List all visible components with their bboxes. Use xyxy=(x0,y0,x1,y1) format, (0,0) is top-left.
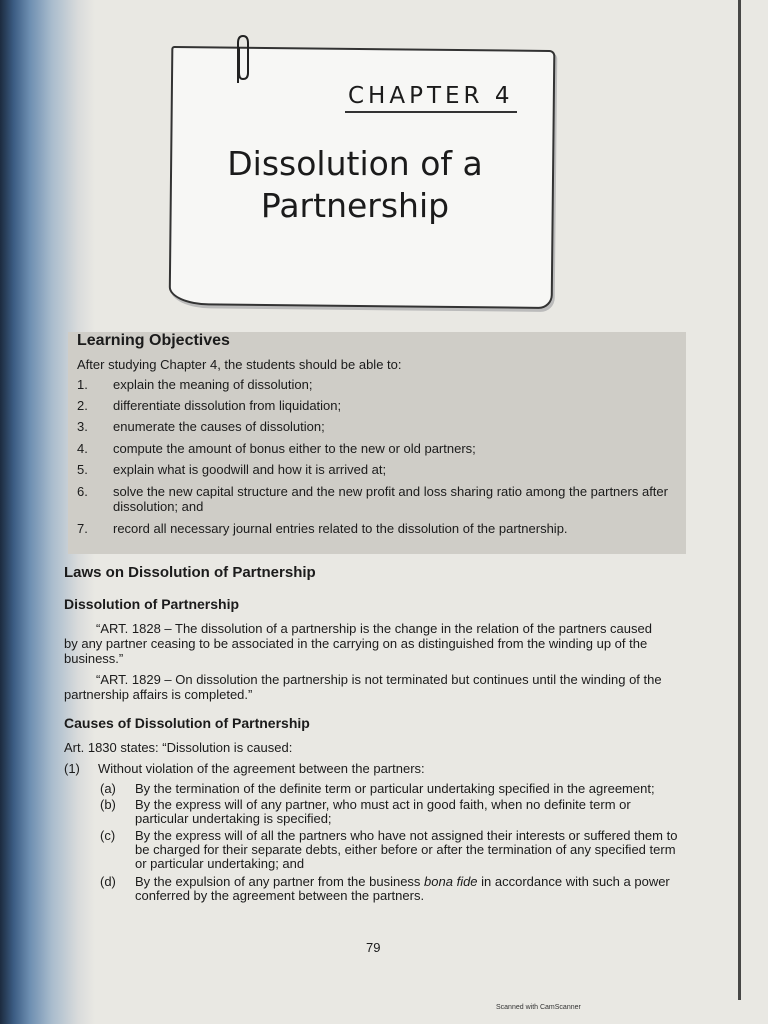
cause-item-text: Without violation of the agreement between the partners: xyxy=(98,761,425,776)
causes-intro: Art. 1830 states: “Dissolution is caused: xyxy=(64,740,293,755)
art1829-line2: partnership affairs is completed.” xyxy=(64,687,253,702)
learning-objectives-heading: Learning Objectives xyxy=(77,332,230,349)
chapter-underline xyxy=(345,111,517,113)
art1829-line1: “ART. 1829 – On dissolution the partnership is not terminated but continues until the winding of the xyxy=(96,672,662,687)
cause-item-number: (1) xyxy=(64,761,80,776)
learning-objectives-intro: After studying Chapter 4, the students should be able to: xyxy=(77,357,402,372)
chapter-title: Dissolution of a Partnership xyxy=(227,144,483,225)
scanner-footer: Scanned with CamScanner xyxy=(496,1004,581,1011)
laws-heading: Laws on Dissolution of Partnership xyxy=(64,564,316,581)
art1828-line2: by any partner ceasing to be associated in the carrying on as distinguished from the winding up of the xyxy=(64,636,648,651)
chapter-label: CHAPTER 4 xyxy=(348,83,514,109)
causes-heading: Causes of Dissolution of Partnership xyxy=(64,715,310,731)
art1828-line3: business.” xyxy=(64,651,124,666)
paperclip-icon xyxy=(230,33,254,85)
chapter-number: 4 xyxy=(494,83,514,109)
page-number: 79 xyxy=(366,940,381,955)
dissolution-heading: Dissolution of Partnership xyxy=(64,596,240,612)
art1828-line1: “ART. 1828 – The dissolution of a partnership is the change in the relation of the partners caused xyxy=(96,621,652,636)
page-edge xyxy=(738,0,741,1000)
bona-fide-italic: bona fide xyxy=(424,874,478,889)
